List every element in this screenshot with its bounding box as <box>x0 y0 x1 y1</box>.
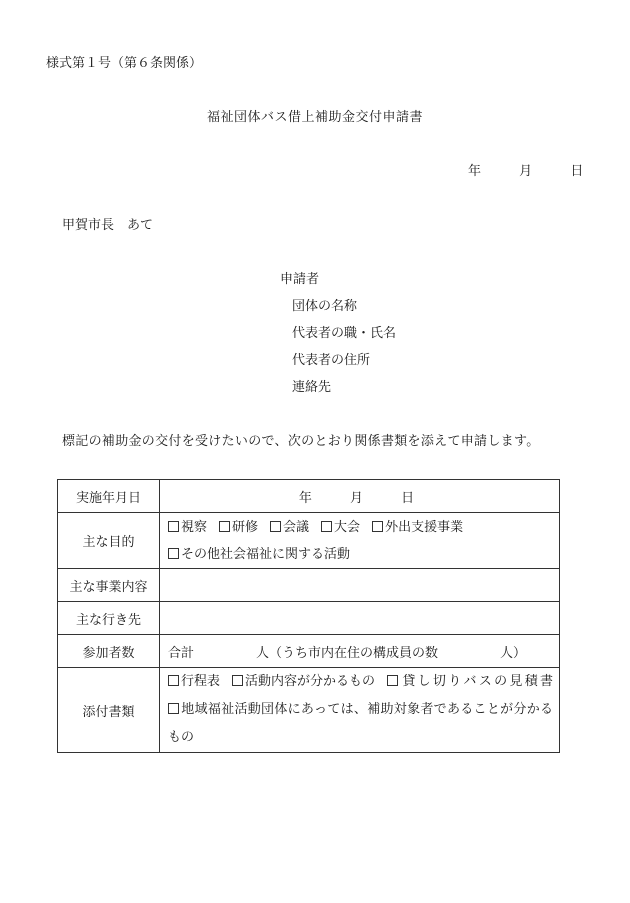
table-row-content <box>58 569 560 602</box>
label-implementation-date: 実施年月日 <box>58 480 160 513</box>
checkbox-square-icon <box>219 521 230 532</box>
checkbox-square-icon <box>387 675 398 686</box>
purpose-options-line2 <box>168 541 553 568</box>
checkbox-label: 地域福祉活動団体にあっては、補助対象者であることが分かるもの <box>168 702 553 745</box>
applicant-field-address: 代表者の住所 <box>292 353 371 368</box>
date-year: 年 <box>468 164 482 179</box>
label-participants: 参加者数 <box>58 635 160 668</box>
checkbox-square-icon <box>168 675 179 686</box>
label-attachments: 添付書類 <box>58 668 160 753</box>
checkbox-eligibility-doc[interactable] <box>168 702 553 745</box>
checkbox-label: 会議 <box>283 519 310 535</box>
checkbox-activity-doc[interactable] <box>232 668 375 696</box>
checkbox-square-icon <box>168 521 179 532</box>
checkbox-other-welfare[interactable] <box>168 541 350 568</box>
participants-unit-close: 人） <box>500 645 527 661</box>
checkbox-label: その他社会福祉に関する活動 <box>181 546 351 562</box>
checkbox-outing-support[interactable] <box>372 514 463 541</box>
label-main-purpose: 主な目的 <box>58 513 160 569</box>
applicant-field-representative: 代表者の職・氏名 <box>292 326 397 341</box>
table-row-date <box>58 480 560 513</box>
applicant-label: 申請者 <box>280 272 320 287</box>
checkbox-square-icon <box>321 521 332 532</box>
main-destination-field[interactable] <box>160 602 560 635</box>
impl-month: 月 <box>349 490 363 506</box>
checkbox-square-icon <box>372 521 383 532</box>
checkbox-convention[interactable] <box>321 514 360 541</box>
implementation-date-field[interactable] <box>160 480 560 513</box>
date-line <box>468 160 583 179</box>
label-main-content: 主な事業内容 <box>58 569 160 602</box>
impl-year: 年 <box>298 490 312 506</box>
label-main-destination: 主な行き先 <box>58 602 160 635</box>
attachments-options <box>160 668 560 753</box>
checkbox-label: 行程表 <box>181 674 221 689</box>
checkbox-square-icon <box>270 521 281 532</box>
date-day: 日 <box>570 164 584 179</box>
participants-total-label: 合計 <box>168 645 195 661</box>
checkbox-square-icon <box>232 675 243 686</box>
checkbox-training[interactable] <box>219 514 258 541</box>
document-title: 福祉団体バス借上補助金交付申請書 <box>206 110 423 125</box>
participants-field[interactable] <box>160 635 560 668</box>
table-row-purpose <box>58 513 560 569</box>
checkbox-label: 貸し切りバスの見積書 <box>400 674 553 689</box>
application-table <box>57 479 560 753</box>
checkbox-label: 大会 <box>334 519 361 535</box>
checkbox-bus-estimate[interactable] <box>387 674 553 689</box>
checkbox-itinerary[interactable] <box>168 668 220 696</box>
checkbox-inspection[interactable] <box>168 514 207 541</box>
form-number: 様式第１号（第６条関係） <box>46 56 203 71</box>
checkbox-square-icon <box>168 703 179 714</box>
applicant-field-org-name: 団体の名称 <box>292 299 358 314</box>
addressee: 甲賀市長 あて <box>62 218 154 233</box>
main-content-field[interactable] <box>160 569 560 602</box>
impl-day: 日 <box>401 490 415 506</box>
table-row-destination <box>58 602 560 635</box>
participants-unit: 人 <box>256 645 270 661</box>
applicant-field-contact: 連絡先 <box>292 380 332 395</box>
participants-breakdown: （うち市内在住の構成員の数 <box>269 645 439 661</box>
table-row-attachments <box>58 668 560 753</box>
application-statement: 標記の補助金の交付を受けたいので、次のとおり関係書類を添えて申請します。 <box>62 434 540 449</box>
checkbox-label: 外出支援事業 <box>385 519 464 535</box>
checkbox-meeting[interactable] <box>270 514 309 541</box>
checkbox-label: 活動内容が分かるもの <box>245 674 376 689</box>
checkbox-label: 研修 <box>232 519 259 535</box>
table-row-participants <box>58 635 560 668</box>
checkbox-square-icon <box>168 548 179 559</box>
purpose-options <box>160 513 560 569</box>
date-month: 月 <box>519 164 533 179</box>
checkbox-label: 視察 <box>181 519 208 535</box>
purpose-options-line1 <box>168 514 553 541</box>
